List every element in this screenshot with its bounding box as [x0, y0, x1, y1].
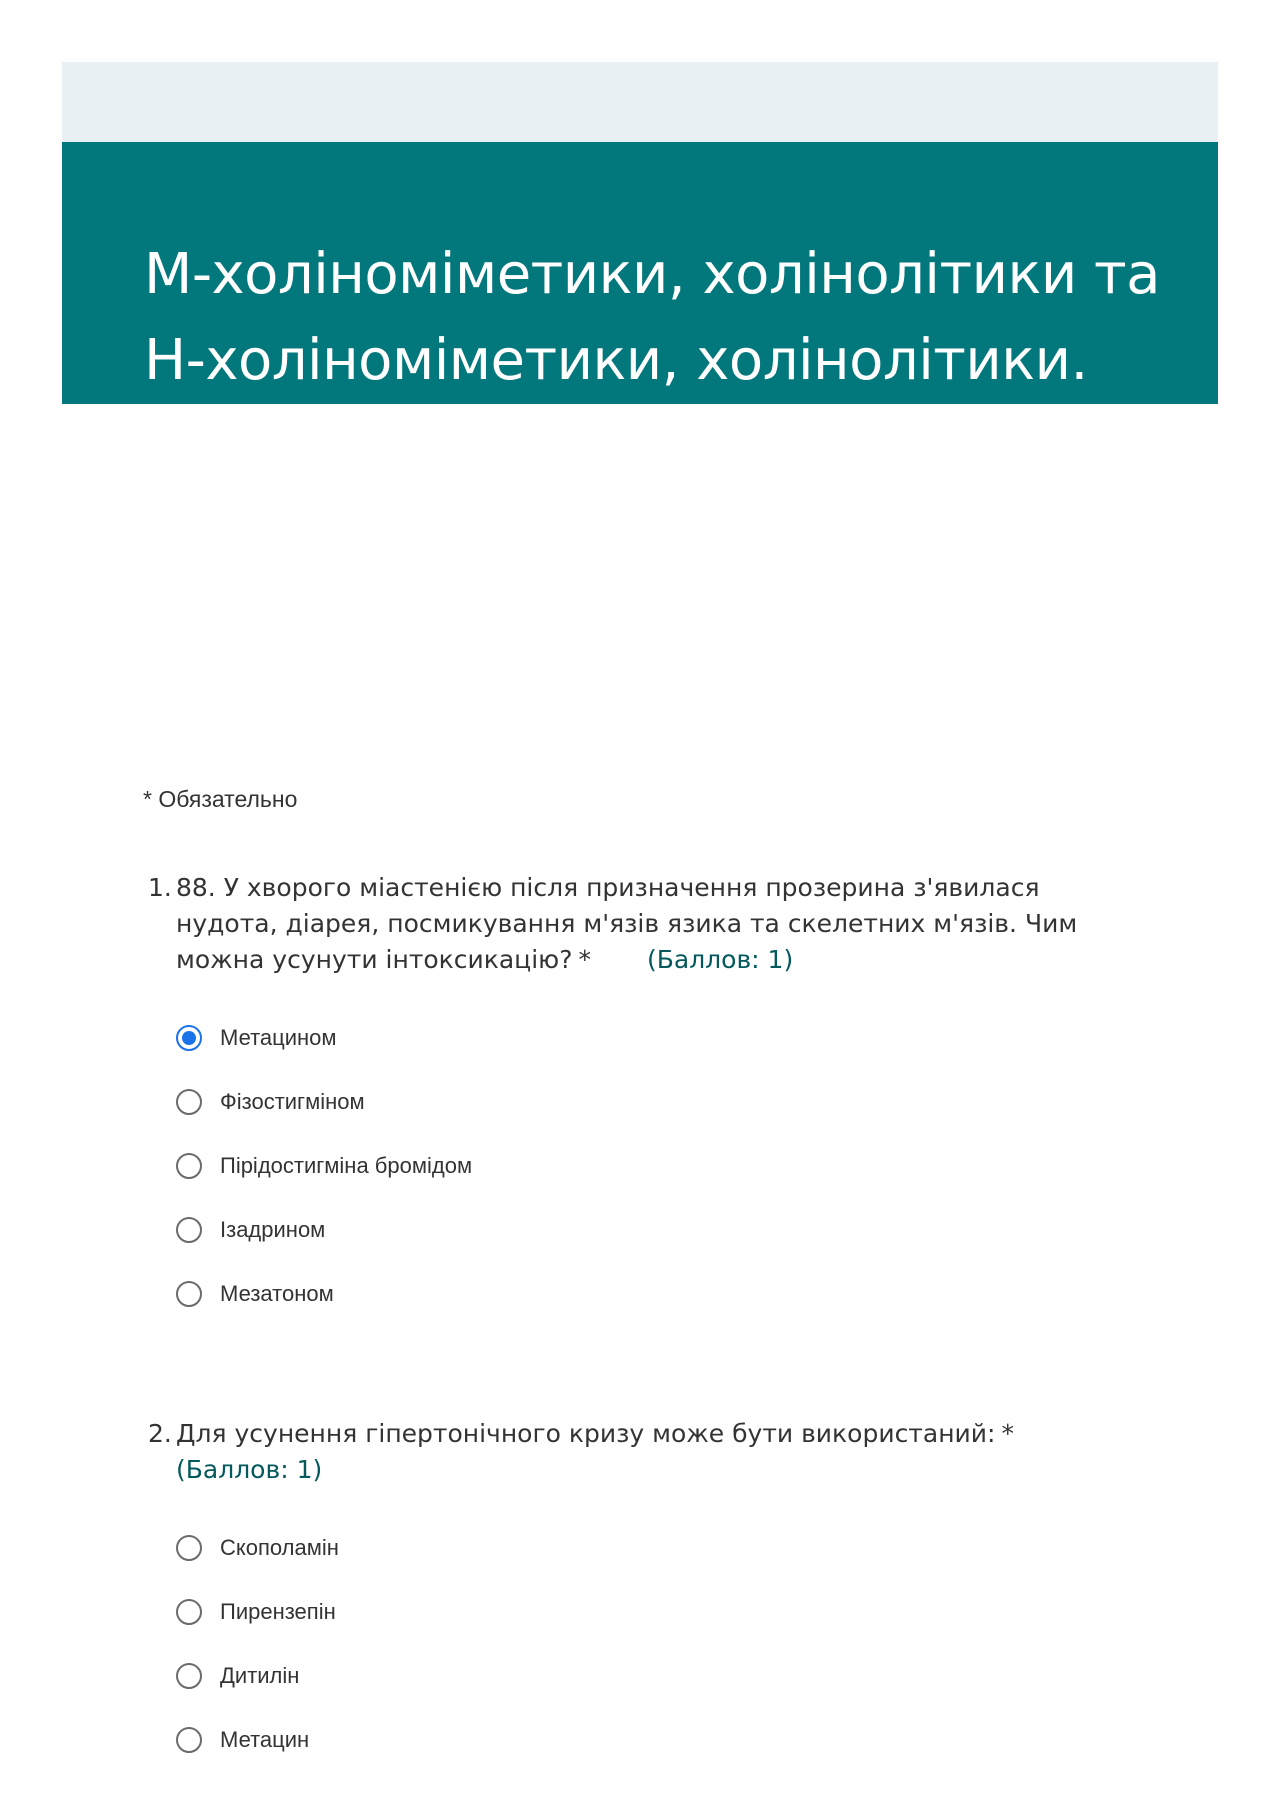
option-label: Пирензепін	[220, 1599, 336, 1624]
option-skopolamin[interactable]	[176, 1516, 1148, 1580]
question-number: 2.	[148, 1419, 172, 1448]
radio-icon[interactable]	[176, 1217, 202, 1243]
form-header	[62, 142, 1218, 404]
option-label: Метацином	[220, 1025, 337, 1050]
question-header	[148, 1416, 1148, 1488]
question-1	[148, 870, 1148, 1326]
header-top-band	[62, 62, 1218, 142]
question-number: 1.	[148, 873, 172, 902]
radio-icon[interactable]	[176, 1663, 202, 1689]
radio-checked-icon[interactable]	[176, 1025, 202, 1051]
required-star: *	[1001, 1419, 1014, 1448]
radio-icon[interactable]	[176, 1599, 202, 1625]
question-points: (Баллов: 1)	[646, 945, 794, 974]
option-dytylin[interactable]	[176, 1644, 1148, 1708]
question-text-block	[176, 1416, 1148, 1488]
question-header	[148, 870, 1148, 978]
question-points: (Баллов: 1)	[176, 1455, 323, 1484]
option-label: Дитилін	[220, 1663, 300, 1688]
option-label: Скополамін	[220, 1535, 339, 1560]
options-list	[176, 1006, 1148, 1326]
question-text: 88. У хворого міастенією після призначення прозерина з'явилася нудота, діарея, посмикування м'язів язика та скелетних м'язів. Чим можна усунути інтоксикацію?	[176, 873, 1078, 974]
option-label: Мезатоном	[220, 1281, 334, 1306]
radio-icon[interactable]	[176, 1281, 202, 1307]
option-piridostyhmina-bromidom[interactable]	[176, 1134, 1148, 1198]
radio-icon[interactable]	[176, 1535, 202, 1561]
option-fizostyhminom[interactable]	[176, 1070, 1148, 1134]
option-metacyn[interactable]	[176, 1708, 1148, 1772]
form-title: M-холіноміметики, холінолітики та Н-холіноміметики, холінолітики.	[144, 242, 1160, 393]
option-metacynom[interactable]	[176, 1006, 1148, 1070]
question-text-block	[176, 870, 1148, 978]
option-mezatonom[interactable]	[176, 1262, 1148, 1326]
radio-icon[interactable]	[176, 1727, 202, 1753]
required-note: * Обязательно	[143, 786, 298, 812]
option-label: Пірідостигміна бромідом	[220, 1153, 473, 1178]
required-star: *	[578, 945, 591, 974]
option-izadrynom[interactable]	[176, 1198, 1148, 1262]
question-text: Для усунення гіпертонічного кризу може бути використаний:	[176, 1419, 996, 1448]
question-2	[148, 1416, 1148, 1772]
option-label: Метацин	[220, 1727, 310, 1752]
option-label: Фізостигміном	[220, 1089, 365, 1114]
radio-icon[interactable]	[176, 1089, 202, 1115]
options-list	[176, 1516, 1148, 1772]
option-pyrenzepin[interactable]	[176, 1580, 1148, 1644]
radio-icon[interactable]	[176, 1153, 202, 1179]
option-label: Ізадрином	[220, 1217, 326, 1242]
